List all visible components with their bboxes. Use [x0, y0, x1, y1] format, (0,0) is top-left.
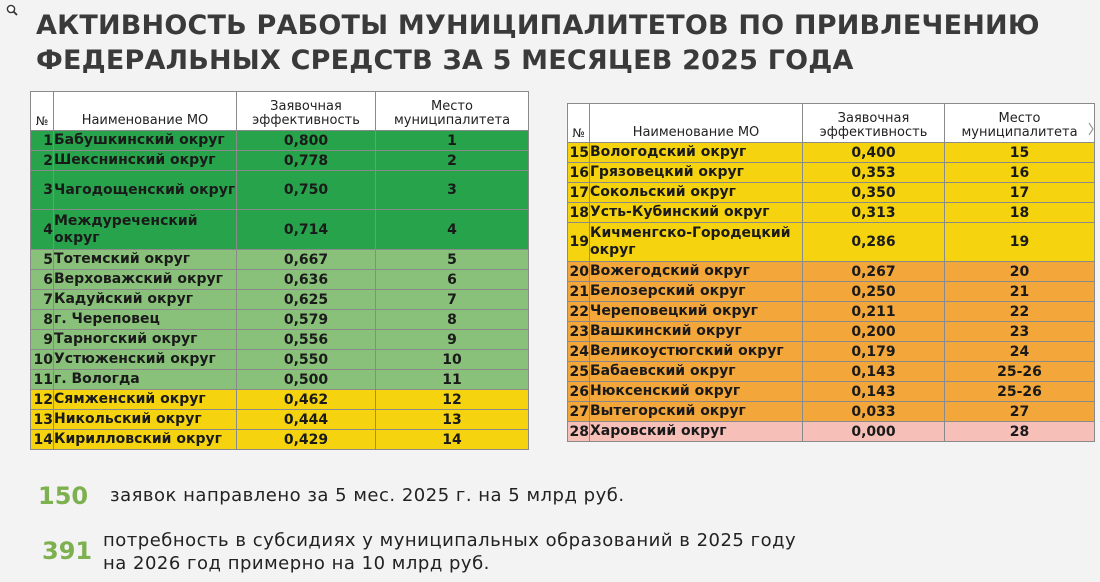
efficiency-value: 0,714 — [237, 210, 376, 250]
place-value: 24 — [945, 342, 1095, 362]
table-row — [568, 143, 1095, 163]
row-number: 15 — [568, 143, 590, 163]
row-number: 14 — [31, 430, 54, 450]
row-number: 24 — [568, 342, 590, 362]
municipality-name: Сямженский округ — [54, 390, 237, 410]
column-header-num: № — [568, 104, 590, 143]
stat-subsidy-count: 391 — [42, 537, 93, 565]
efficiency-value: 0,550 — [237, 350, 376, 370]
table-row — [568, 342, 1095, 362]
municipality-name: Тарногский округ — [54, 330, 237, 350]
municipality-name: Вожегодский округ — [590, 262, 803, 282]
column-header-eff: Заявочная эффективность — [803, 104, 945, 143]
efficiency-value: 0,143 — [803, 382, 945, 402]
row-number: 8 — [31, 310, 54, 330]
row-number: 12 — [31, 390, 54, 410]
table-row — [31, 410, 529, 430]
place-value: 22 — [945, 302, 1095, 322]
table-row — [31, 290, 529, 310]
table-row — [568, 223, 1095, 262]
row-number: 26 — [568, 382, 590, 402]
place-value: 15 — [945, 143, 1095, 163]
column-header-eff: Заявочная эффективность — [237, 92, 376, 131]
table-row — [568, 282, 1095, 302]
table-row — [568, 402, 1095, 422]
efficiency-value: 0,211 — [803, 302, 945, 322]
table-row — [31, 330, 529, 350]
place-value: 12 — [376, 390, 529, 410]
place-value: 18 — [945, 203, 1095, 223]
place-value: 20 — [945, 262, 1095, 282]
place-value: 7 — [376, 290, 529, 310]
municipality-name: Кичменгско-Городецкий округ — [590, 223, 803, 262]
municipality-name: Вытегорский округ — [590, 402, 803, 422]
slide-title-line-1: АКТИВНОСТЬ РАБОТЫ МУНИЦИПАЛИТЕТОВ ПО ПРИВЛЕЧЕНИЮ — [36, 10, 1040, 41]
table-row — [31, 151, 529, 171]
table-row — [31, 310, 529, 330]
row-number: 2 — [31, 151, 54, 171]
efficiency-value: 0,667 — [237, 250, 376, 270]
municipality-name: Устюженский округ — [54, 350, 237, 370]
column-header-name: Наименование МО — [54, 92, 237, 131]
column-header-place: Место муниципалитета — [945, 104, 1095, 143]
municipality-name: Никольский округ — [54, 410, 237, 430]
place-value: 1 — [376, 131, 529, 151]
municipality-name: Тотемский округ — [54, 250, 237, 270]
efficiency-value: 0,143 — [803, 362, 945, 382]
place-value: 2 — [376, 151, 529, 171]
place-value: 3 — [376, 171, 529, 210]
place-value: 17 — [945, 183, 1095, 203]
table-row — [31, 131, 529, 151]
table-row — [31, 350, 529, 370]
place-value: 25-26 — [945, 382, 1095, 402]
municipality-name: Шекснинский округ — [54, 151, 237, 171]
table-row — [568, 362, 1095, 382]
place-value: 25-26 — [945, 362, 1095, 382]
row-number: 25 — [568, 362, 590, 382]
table-row — [568, 183, 1095, 203]
municipality-name: Череповецкий округ — [590, 302, 803, 322]
place-value: 9 — [376, 330, 529, 350]
municipality-name: Бабаевский округ — [590, 362, 803, 382]
table-header-row — [568, 104, 1095, 143]
row-number: 19 — [568, 223, 590, 262]
ranking-table-left — [30, 91, 529, 450]
municipality-name: Верховажский округ — [54, 270, 237, 290]
row-number: 23 — [568, 322, 590, 342]
row-number: 27 — [568, 402, 590, 422]
zoom-icon[interactable] — [6, 4, 18, 16]
row-number: 3 — [31, 171, 54, 210]
efficiency-value: 0,267 — [803, 262, 945, 282]
table-header-row — [31, 92, 529, 131]
efficiency-value: 0,778 — [237, 151, 376, 171]
table-row — [568, 163, 1095, 183]
municipality-name: Кирилловский округ — [54, 430, 237, 450]
municipality-name: Кадуйский округ — [54, 290, 237, 310]
place-value: 11 — [376, 370, 529, 390]
efficiency-value: 0,579 — [237, 310, 376, 330]
table-row — [31, 430, 529, 450]
place-value: 8 — [376, 310, 529, 330]
row-number: 9 — [31, 330, 54, 350]
municipality-name: Великоустюгский округ — [590, 342, 803, 362]
table-row — [568, 302, 1095, 322]
efficiency-value: 0,350 — [803, 183, 945, 203]
municipality-name: Вашкинский округ — [590, 322, 803, 342]
municipality-name: Чагодощенский округ — [54, 171, 237, 210]
municipality-name: Усть-Кубинский округ — [590, 203, 803, 223]
stat-applications-text: заявок направлено за 5 мес. 2025 г. на 5 млрд руб. — [110, 485, 625, 506]
table-row — [568, 262, 1095, 282]
row-number: 18 — [568, 203, 590, 223]
table-row — [568, 203, 1095, 223]
efficiency-value: 0,800 — [237, 131, 376, 151]
efficiency-value: 0,750 — [237, 171, 376, 210]
row-number: 21 — [568, 282, 590, 302]
place-value: 13 — [376, 410, 529, 430]
municipality-name: г. Череповец — [54, 310, 237, 330]
municipality-name: Харовский округ — [590, 422, 803, 442]
place-value: 4 — [376, 210, 529, 250]
municipality-name: Междуреченский округ — [54, 210, 237, 250]
table-row — [31, 370, 529, 390]
table-row — [31, 171, 529, 210]
efficiency-value: 0,033 — [803, 402, 945, 422]
efficiency-value: 0,200 — [803, 322, 945, 342]
column-header-num: № — [31, 92, 54, 131]
table-row — [568, 422, 1095, 442]
row-number: 11 — [31, 370, 54, 390]
place-value: 14 — [376, 430, 529, 450]
efficiency-value: 0,636 — [237, 270, 376, 290]
row-number: 16 — [568, 163, 590, 183]
efficiency-value: 0,429 — [237, 430, 376, 450]
row-number: 10 — [31, 350, 54, 370]
place-value: 6 — [376, 270, 529, 290]
row-number: 20 — [568, 262, 590, 282]
place-value: 19 — [945, 223, 1095, 262]
municipality-name: Вологодский округ — [590, 143, 803, 163]
efficiency-value: 0,353 — [803, 163, 945, 183]
place-value: 5 — [376, 250, 529, 270]
row-number: 1 — [31, 131, 54, 151]
slide-title — [36, 8, 1040, 78]
efficiency-value: 0,444 — [237, 410, 376, 430]
stat-subsidy-text-line-2: на 2026 год примерно на 10 млрд руб. — [103, 553, 490, 574]
efficiency-value: 0,556 — [237, 330, 376, 350]
row-number: 13 — [31, 410, 54, 430]
slide-title-line-2: ФЕДЕРАЛЬНЫХ СРЕДСТВ ЗА 5 МЕСЯЦЕВ 2025 ГОДА — [36, 45, 854, 76]
row-number: 7 — [31, 290, 54, 310]
stat-applications-count: 150 — [38, 482, 89, 510]
efficiency-value: 0,000 — [803, 422, 945, 442]
municipality-name: Сокольский округ — [590, 183, 803, 203]
row-number: 17 — [568, 183, 590, 203]
place-value: 21 — [945, 282, 1095, 302]
efficiency-value: 0,286 — [803, 223, 945, 262]
municipality-name: Нюксенский округ — [590, 382, 803, 402]
efficiency-value: 0,250 — [803, 282, 945, 302]
column-header-place: Место муниципалитета — [376, 92, 529, 131]
row-number: 4 — [31, 210, 54, 250]
municipality-name: Грязовецкий округ — [590, 163, 803, 183]
place-value: 23 — [945, 322, 1095, 342]
row-number: 5 — [31, 250, 54, 270]
efficiency-value: 0,313 — [803, 203, 945, 223]
stat-subsidy-text-line-1: потребность в субсидиях у муниципальных образований в 2025 году — [103, 530, 797, 551]
efficiency-value: 0,462 — [237, 390, 376, 410]
ranking-table-right — [567, 103, 1095, 442]
row-number: 28 — [568, 422, 590, 442]
municipality-name: г. Вологда — [54, 370, 237, 390]
municipality-name: Бабушкинский округ — [54, 131, 237, 151]
table-row — [31, 270, 529, 290]
efficiency-value: 0,179 — [803, 342, 945, 362]
place-value: 27 — [945, 402, 1095, 422]
efficiency-value: 0,625 — [237, 290, 376, 310]
table-row — [31, 250, 529, 270]
row-number: 6 — [31, 270, 54, 290]
place-value: 28 — [945, 422, 1095, 442]
place-value: 16 — [945, 163, 1095, 183]
table-row — [31, 390, 529, 410]
efficiency-value: 0,400 — [803, 143, 945, 163]
table-row — [31, 210, 529, 250]
cursor-icon — [1088, 122, 1094, 136]
place-value: 10 — [376, 350, 529, 370]
table-row — [568, 382, 1095, 402]
municipality-name: Белозерский округ — [590, 282, 803, 302]
row-number: 22 — [568, 302, 590, 322]
efficiency-value: 0,500 — [237, 370, 376, 390]
table-row — [568, 322, 1095, 342]
column-header-name: Наименование МО — [590, 104, 803, 143]
